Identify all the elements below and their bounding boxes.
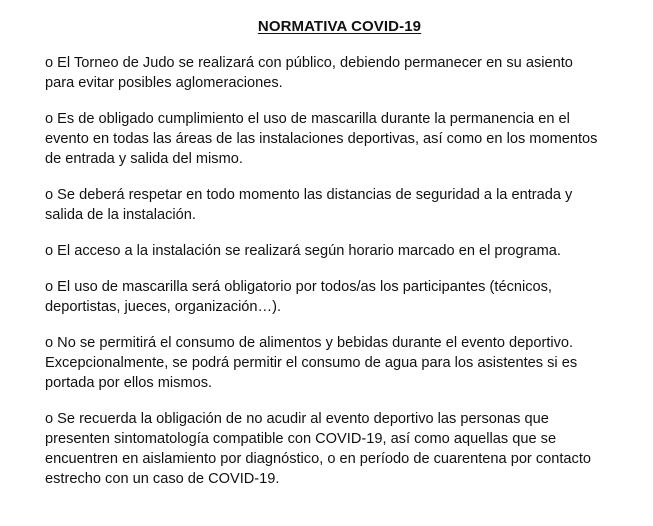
rule-item-3: o Se deberá respetar en todo momento las distancias de seguridad a la entrada y salida de la instalación. [45, 187, 573, 223]
rule-item-5: o El uso de mascarilla será obligatorio por todos/as los participantes (técnicos, deportistas, jueces, organización…). [45, 279, 552, 315]
rule-item-6: o No se permitirá el consumo de alimentos y bebidas durante el evento deportivo. Excepcionalmente, se podrá permitir el consumo de agua para los asistentes si es portada por ellos mismos. [45, 335, 578, 391]
rule-item-1: o El Torneo de Judo se realizará con público, debiendo permanecer en su asiento para evitar posibles aglomeraciones. [45, 55, 573, 91]
document-title: NORMATIVA COVID-19 [257, 18, 422, 35]
rule-item-7: o Se recuerda la obligación de no acudir al evento deportivo las personas que presenten sintomatología compatible con COVID-19, así como aquellas que se encuentren en aislamiento por diagnóstico, o en período de cuarentena por contacto estrecho con un caso de COVID-19. [45, 411, 592, 487]
rules-list [45, 53, 605, 505]
rule-item-2: o Es de obligado cumplimiento el uso de mascarilla durante la permanencia en el evento en todas las áreas de las instalaciones deportivas, así como en los momentos de entrada y salida del mismo. [45, 111, 598, 167]
rule-item-4: o El acceso a la instalación se realizará según horario marcado en el programa. [45, 243, 561, 259]
document-title-container [0, 18, 654, 35]
